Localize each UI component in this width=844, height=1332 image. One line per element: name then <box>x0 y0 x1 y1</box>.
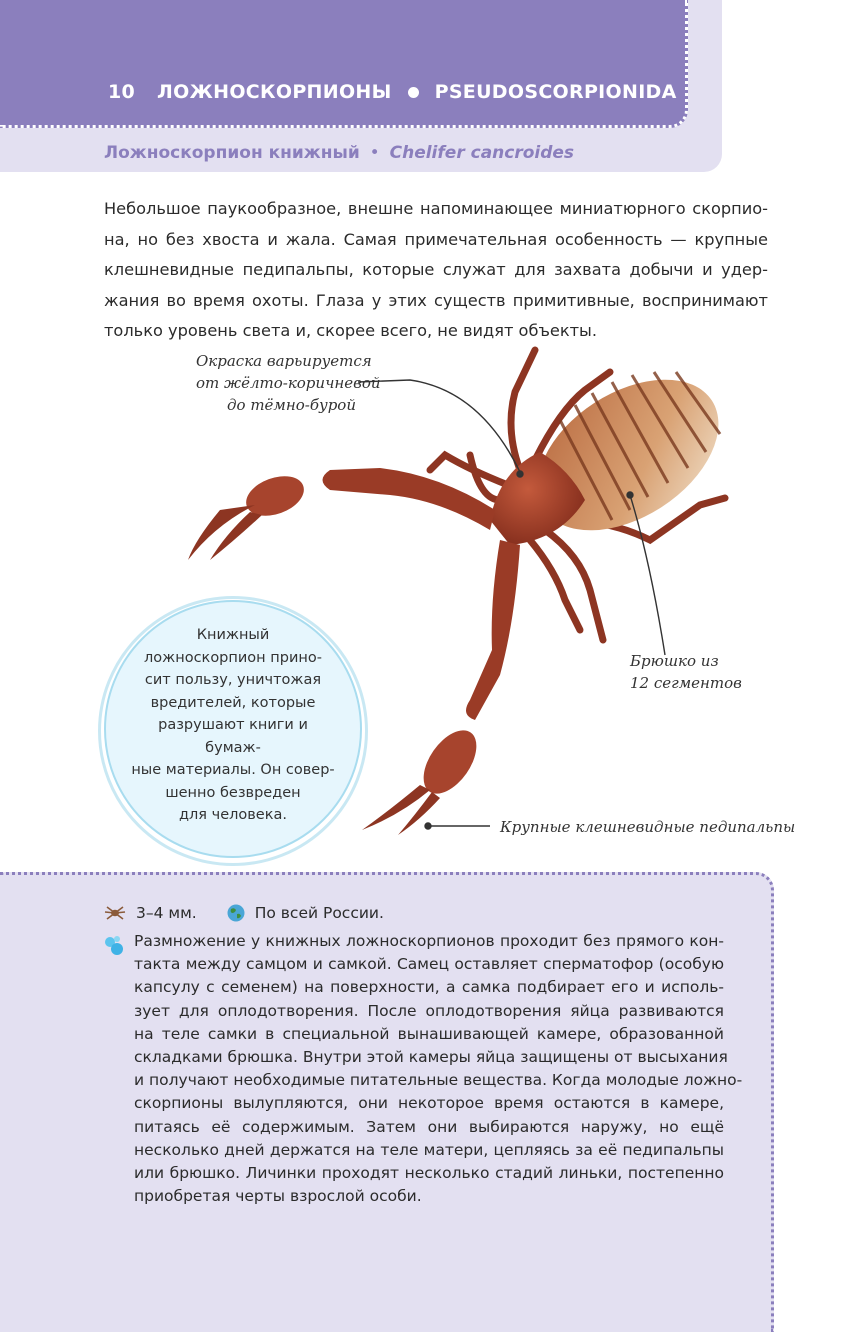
body-line: Размножение у книжных ложноскорпионов проходит без прямого кон- <box>134 932 724 950</box>
range-text: По всей России. <box>254 904 384 922</box>
reproduction-paragraph <box>134 930 743 1208</box>
note-line: вредителей, которые <box>150 694 316 711</box>
chapter-title-ru: ЛОЖНОСКОРПИОНЫ <box>157 81 392 103</box>
bullet-dot-icon <box>408 87 419 98</box>
intro-paragraph <box>104 194 768 347</box>
note-line: разрушают книги и бумаж- <box>158 717 308 756</box>
body-line: такта между самцом и самкой. Самец оставляет сперматофор (особую <box>134 955 724 974</box>
note-line: сит пользу, уничтожая <box>144 672 322 688</box>
body-line: или брюшко. Личинки проходят несколько стадий линьки, постепенно <box>134 1164 724 1183</box>
body-line: капсулу с семенем) на поверхности, а самка подбирает его и исполь- <box>134 978 724 997</box>
note-line: ные материалы. Он совер- <box>131 762 335 778</box>
species-bullet: • <box>369 143 380 163</box>
species-name-ru: Ложноскорпион книжный <box>104 143 360 163</box>
chapter-title <box>108 78 677 106</box>
callout-abdomen <box>630 650 750 694</box>
page-number: 10 <box>108 81 136 103</box>
callout-line: Окраска варьируется <box>196 352 372 370</box>
size-text: 3–4 мм. <box>136 904 197 922</box>
note-line: ложноскорпион прино- <box>144 649 322 666</box>
body-line: на теле самки в специальной вынашивающей камере, образованной <box>134 1024 724 1043</box>
header-band <box>0 0 688 128</box>
globe-icon <box>227 904 245 922</box>
facts-row <box>104 900 384 926</box>
species-name-latin: Chelifer cancroides <box>389 143 575 163</box>
body-line: несколько дней держатся на теле матери, цепляясь за её педипальпы <box>134 1140 724 1159</box>
intro-line: клешневидные педипальпы, которые служат для захвата добычи и удер- <box>104 260 768 279</box>
callout-line: до тёмно-бурой <box>227 396 356 414</box>
body-line: скорпионы вылупляются, они некоторое время остаются в камере, <box>134 1094 724 1113</box>
body-line: приобретая черты взрослой особи. <box>134 1187 422 1206</box>
note-line: шенно безвреден <box>165 784 301 801</box>
chapter-title-latin: PSEUDOSCORPIONIDA <box>434 81 677 103</box>
species-title <box>104 143 574 163</box>
drops-icon <box>103 934 125 956</box>
intro-line: на, но без хвоста и жала. Самая примечательная особенность — крупные <box>104 229 768 249</box>
callout-line: 12 сегментов <box>630 674 742 692</box>
callout-line: Брюшко из <box>630 652 719 670</box>
note-line: Книжный <box>196 627 270 643</box>
callout-pedipalps: Крупные клешневидные педипальпы <box>500 818 796 836</box>
spider-icon <box>104 904 126 922</box>
body-line: складками брюшка. Внутри этой камеры яйца защищены от высыхания <box>134 1048 728 1067</box>
callout-line: от жёлто-коричневой <box>196 374 381 392</box>
intro-line: Небольшое паукообразное, внешне напоминающее миниатюрного скорпио- <box>104 199 768 218</box>
body-line: питаясь её содержимым. Затем они выбираются наружу, но ещё <box>134 1117 724 1136</box>
body-line: и получают необходимые питательные вещества. Когда молодые ложно- <box>134 1071 743 1090</box>
intro-line: жания во время охоты. Глаза у этих существ примитивные, воспринимают <box>104 290 768 310</box>
note-circle-text <box>130 624 336 827</box>
note-line: для человека. <box>179 807 287 823</box>
callout-coloration <box>196 350 381 416</box>
intro-line: только уровень света и, скорее всего, не видят объекты. <box>104 321 597 340</box>
body-line: зует для оплодотворения. После оплодотворения яйца развиваются <box>134 1001 724 1020</box>
